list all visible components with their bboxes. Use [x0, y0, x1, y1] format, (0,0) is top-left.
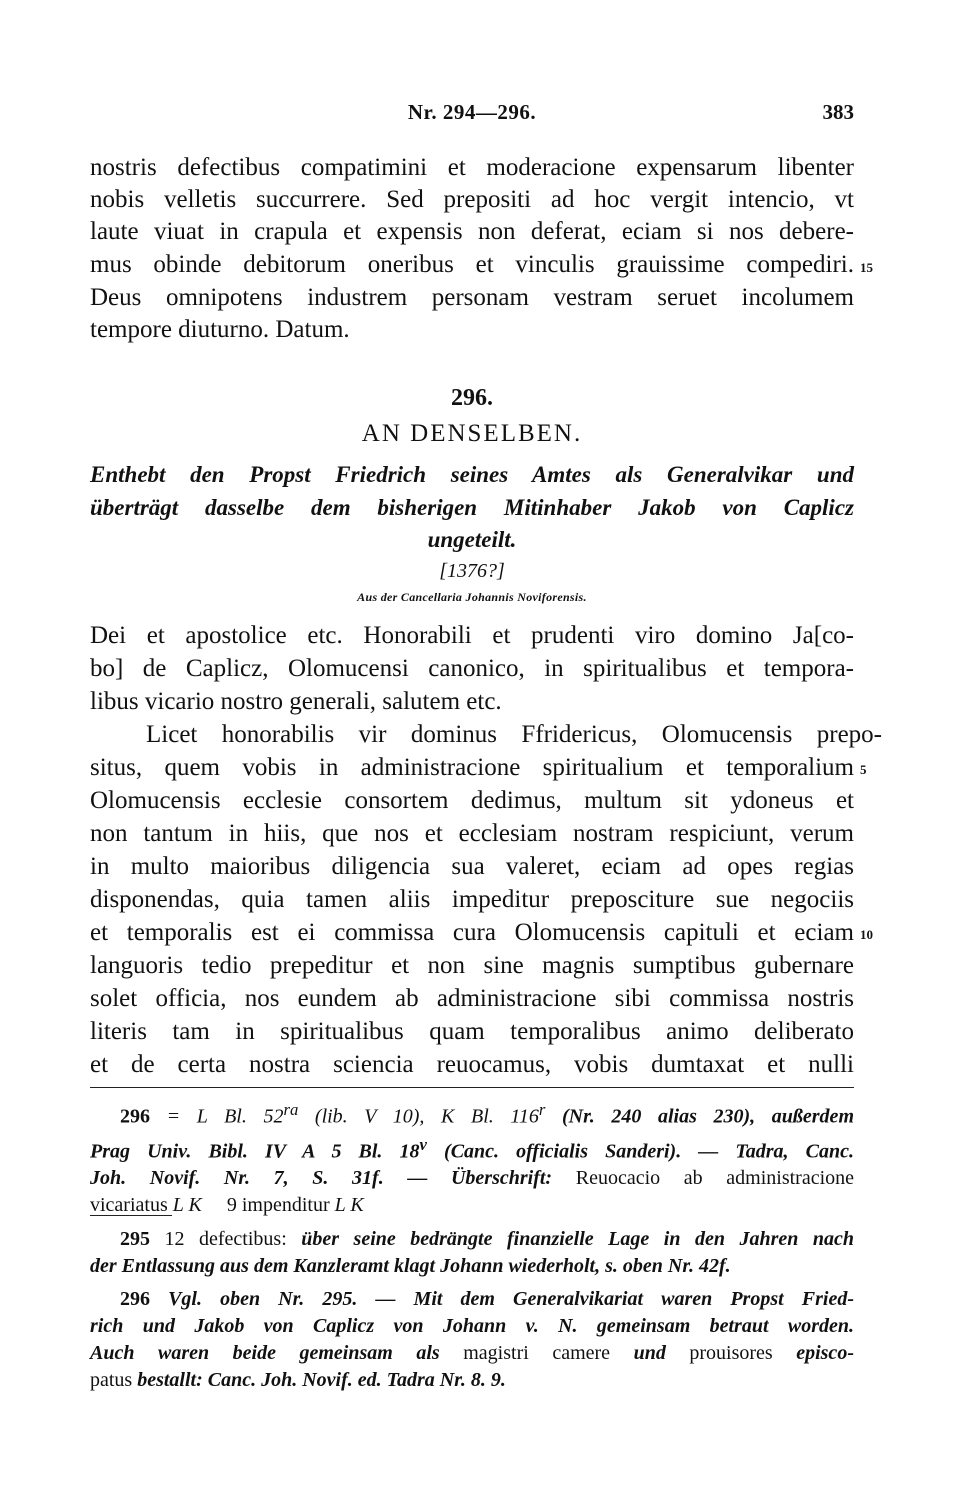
critical-apparatus	[90, 1096, 854, 1219]
line-number-margin: 15	[860, 260, 873, 275]
regest-line: Enthebt den Propst Friedrich seines Amtes als Generalvikar und	[90, 462, 854, 487]
text-line: disponendas, quia tamen aliis impeditur preposciture sue negociis	[90, 886, 854, 913]
page-number: 383	[822, 100, 854, 124]
text-line: in multo maioribus diligencia sua valeret, eciam ad opes regias	[90, 853, 854, 880]
text-line: solet officia, nos eundem ab administracione sibi commissa nostris	[90, 985, 854, 1012]
note-line: 295 12 defectibus: über seine bedrängte finanzielle Lage in den Jahren nach	[120, 1228, 854, 1250]
apparatus-line: Joh. Novif. Nr. 7, S. 31f. — Überschrift: Reuocacio ab administracione	[90, 1167, 855, 1190]
text-line: Olomucensis ecclesie consortem dedimus, multum sit ydoneus et	[90, 787, 854, 814]
apparatus-line: Prag Univ. Bibl. IV A 5 Bl. 18$^v$ (Canc. officialis Sanderi). — Tadra, Canc.	[90, 1134, 854, 1163]
regest-line: ungeteilt.	[427, 527, 517, 552]
text-line: bo] de Caplicz, Olomucensi canonico, in spiritualibus et tempora-	[90, 655, 854, 682]
text-line: Dei et apostolice etc. Honorabili et prudenti viro domino Ja[co-	[90, 622, 854, 649]
prev-text-line: tempore diuturno. Datum.	[90, 316, 350, 343]
document-date: [1376?]	[439, 560, 505, 582]
prev-text-line: nobis velletis succurrere. Sed prepositi ad hoc vergit intencio, vt	[90, 186, 854, 213]
line-number-margin: 5	[860, 762, 867, 777]
apparatus-line: 296 = L Bl. $52^{ra}$ (lib. V 10), K Bl. 116$^r$ (Nr. 240 alias 230), außerdem	[120, 1100, 854, 1128]
notes-rule	[90, 1215, 172, 1216]
prev-text-line: mus obinde debitorum oneribus et vinculis grauissime compediri.	[90, 251, 854, 278]
note-line: der Entlassung aus dem Kanzleramt klagt Johann wiederholt, s. oben Nr. 42f.	[90, 1255, 731, 1277]
running-header	[90, 100, 854, 134]
text-line: situs, quem vobis in administracione spiritualium et temporalium	[90, 754, 854, 781]
prev-text-line: laute viuat in crapula et expensis non deferat, eciam si nos debere-	[90, 218, 854, 245]
text-line: libus vicario nostro generali, salutem etc.	[90, 688, 502, 715]
note-line: Auch waren beide gemeinsam als magistri camere und prouisores episco-	[90, 1342, 854, 1364]
apparatus-line: vicariatus L K 9 impenditur L K	[90, 1194, 364, 1217]
note-line: patus bestallt: Canc. Joh. Novif. ed. Tadra Nr. 8. 9.	[90, 1369, 506, 1391]
header-reference: Nr. 294—296.	[407, 100, 537, 124]
historical-notes	[90, 1226, 854, 1394]
regest-line: überträgt dasselbe dem bisherigen Mitinhaber Jakob von Caplicz	[90, 495, 854, 520]
text-line: et de certa nostra sciencia reuocamus, vobis dumtaxat et nulli	[90, 1051, 854, 1078]
line-number-margin: 10	[860, 927, 873, 942]
apparatus-rule	[90, 1087, 854, 1088]
text-line: et temporalis est ei commissa cura Olomucensis capituli et eciam	[90, 919, 854, 946]
note-line: rich und Jakob von Caplicz von Johann v. N. gemeinsam betraut worden.	[90, 1315, 854, 1337]
document-source: Aus der Cancellaria Johannis Noviforensis.	[357, 590, 587, 604]
prev-text-line: nostris defectibus compatimini et moderacione expensarum libenter	[90, 154, 854, 181]
text-line: non tantum in hiis, que nos et ecclesiam nostram respiciunt, verum	[90, 820, 854, 847]
document-title: AN DENSELBEN.	[361, 420, 583, 447]
note-line: 296 Vgl. oben Nr. 295. — Mit dem Generalvikariat waren Propst Fried-	[120, 1288, 854, 1310]
prev-text-line: Deus omnipotens industrem personam vestram seruet incolumem	[90, 284, 854, 311]
text-line: Licet honorabilis vir dominus Ffridericus, Olomucensis prepo-	[146, 721, 882, 748]
text-line: languoris tedio prepeditur et non sine magnis sumptibus gubernare	[90, 952, 854, 979]
text-line: literis tam in spiritualibus quam temporalibus animo deliberato	[90, 1018, 854, 1045]
document-number: 296.	[451, 385, 493, 411]
